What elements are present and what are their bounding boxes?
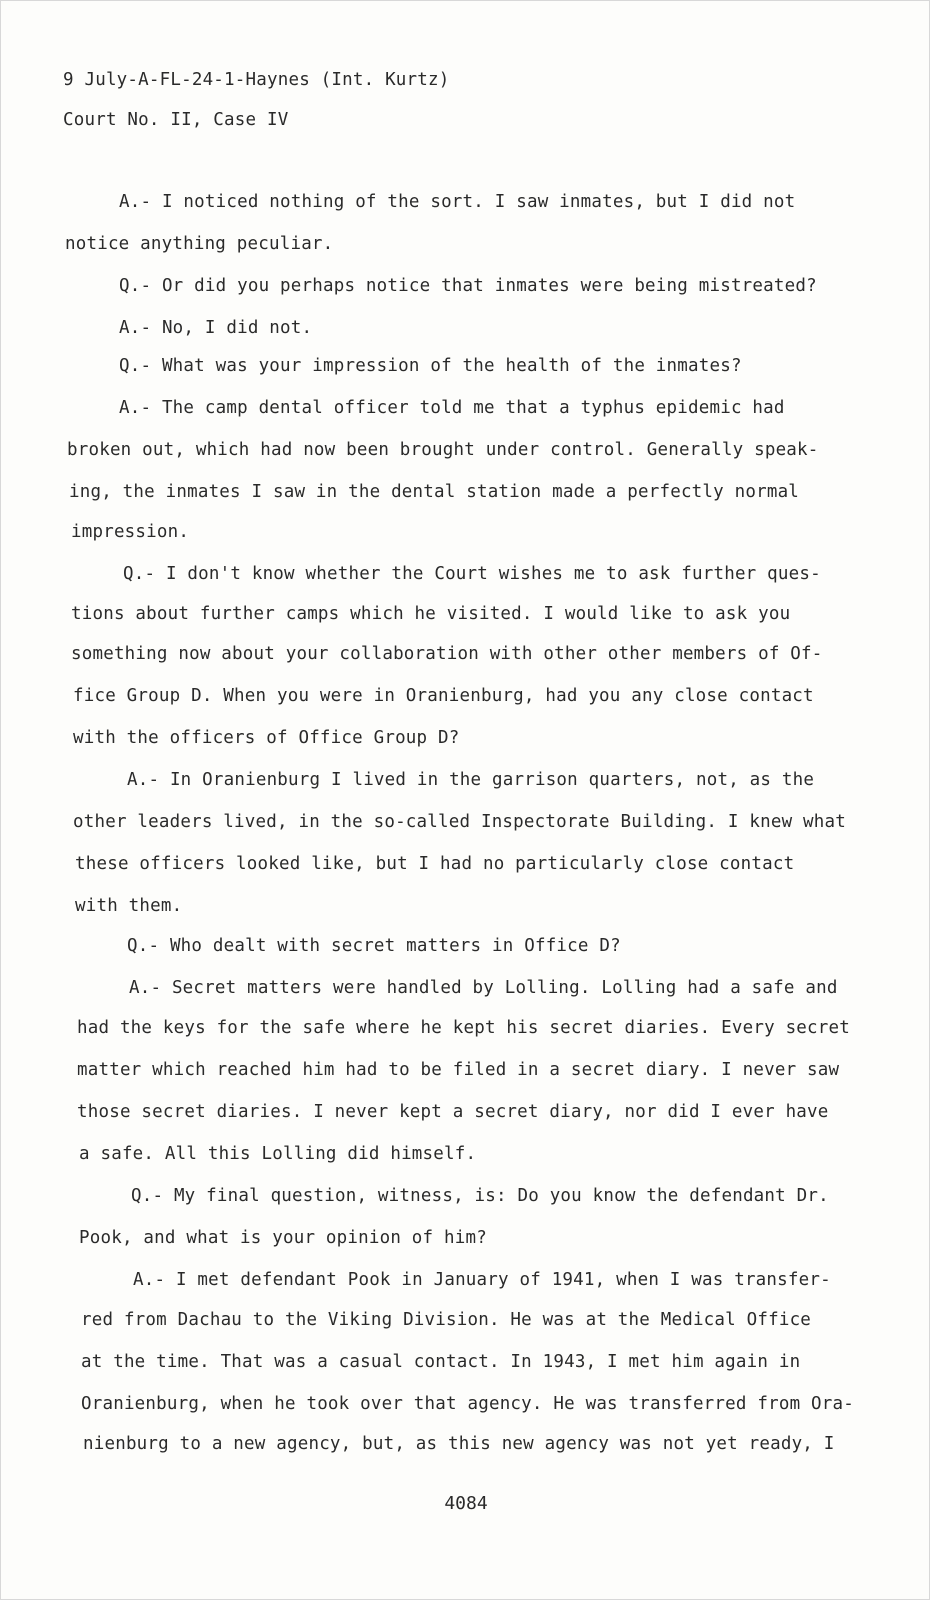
text-line: Q.- Who dealt with secret matters in Office D? — [127, 936, 621, 956]
text-line: tions about further camps which he visited. I would like to ask you — [71, 604, 791, 624]
text-line: impression. — [71, 522, 190, 542]
text-line: these officers looked like, but I had no particularly close contact — [75, 854, 795, 874]
text-line: broken out, which had now been brought under control. Generally speak- — [67, 440, 819, 460]
text-line: Q.- I don't know whether the Court wishes me to ask further ques- — [123, 564, 821, 584]
text-line: A.- Secret matters were handled by Lolling. Lolling had a safe and — [129, 978, 838, 998]
text-line: ing, the inmates I saw in the dental station made a perfectly normal — [69, 482, 800, 502]
text-line: Q.- What was your impression of the health of the inmates? — [119, 356, 742, 376]
text-line: at the time. That was a casual contact. In 1943, I met him again in — [81, 1352, 801, 1372]
header-reference: 9 July-A-FL-24-1-Haynes (Int. Kurtz) — [63, 70, 450, 90]
text-line: with the officers of Office Group D? — [73, 728, 460, 748]
text-line: A.- I met defendant Pook in January of 1941, when I was transfer- — [133, 1270, 831, 1290]
text-line: A.- No, I did not. — [119, 318, 313, 338]
text-line: matter which reached him had to be filed in a secret diary. I never saw — [77, 1060, 840, 1080]
text-line: Q.- My final question, witness, is: Do you know the defendant Dr. — [131, 1186, 829, 1206]
text-line: Q.- Or did you perhaps notice that inmates were being mistreated? — [119, 276, 817, 296]
text-line: had the keys for the safe where he kept his secret diaries. Every secret — [77, 1018, 850, 1038]
text-line: Pook, and what is your opinion of him? — [79, 1228, 487, 1248]
text-line: A.- I noticed nothing of the sort. I saw inmates, but I did not — [119, 192, 796, 212]
text-line: A.- The camp dental officer told me that a typhus epidemic had — [119, 398, 785, 418]
page-number: 4084 — [444, 1493, 488, 1514]
text-line: Oranienburg, when he took over that agency. He was transferred from Ora- — [81, 1394, 854, 1414]
header-court: Court No. II, Case IV — [63, 110, 289, 130]
text-line: other leaders lived, in the so-called Inspectorate Building. I knew what — [73, 812, 846, 832]
text-line: those secret diaries. I never kept a secret diary, nor did I ever have — [77, 1102, 829, 1122]
text-line: notice anything peculiar. — [65, 234, 334, 254]
text-line: A.- In Oranienburg I lived in the garrison quarters, not, as the — [127, 770, 815, 790]
text-line: nienburg to a new agency, but, as this new agency was not yet ready, I — [83, 1434, 835, 1454]
text-line: fice Group D. When you were in Oranienburg, had you any close contact — [73, 686, 814, 706]
text-line: a safe. All this Lolling did himself. — [79, 1144, 477, 1164]
text-line: red from Dachau to the Viking Division. He was at the Medical Office — [81, 1310, 812, 1330]
text-line: with them. — [75, 896, 183, 916]
text-line: something now about your collaboration with other other members of Of- — [71, 644, 823, 664]
